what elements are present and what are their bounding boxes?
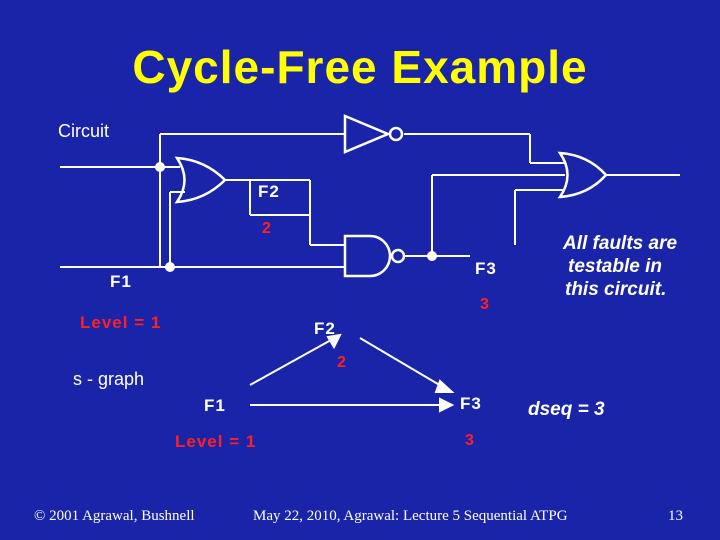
or-gate-2 [560, 153, 606, 197]
sgraph-weight-f3: 3 [465, 432, 474, 449]
sgraph-edges [250, 335, 452, 411]
ff-f1-label: F1 [110, 272, 132, 291]
sgraph-label: s - graph [73, 369, 145, 389]
ff-f3-label: F3 [475, 259, 497, 278]
sgraph-node-f3: F3 [460, 394, 482, 413]
edge-f2-f3 [360, 338, 448, 390]
circuit-label: Circuit [58, 121, 110, 141]
note-line-3: this circuit. [565, 279, 667, 300]
note-line-2: testable in [568, 256, 662, 277]
footer-copyright: © 2001 Agrawal, Bushnell [34, 508, 195, 524]
inverter-gate [345, 116, 402, 152]
junction-dot-1 [155, 162, 165, 172]
junction-dot-3 [427, 251, 437, 261]
slide-title: Cycle-Free Example [132, 41, 588, 93]
ff-f1-level: Level = 1 [80, 313, 162, 332]
footer-lecture: May 22, 2010, Agrawal: Lecture 5 Sequential ATPG [253, 508, 568, 524]
sgraph-node-f2: F2 [314, 319, 336, 338]
junction-dot-2 [165, 262, 175, 272]
sgraph-node-f1: F1 [204, 396, 226, 415]
edge-f1-f2 [250, 335, 340, 385]
or-gate-1 [177, 158, 225, 202]
ff-f2-label: F2 [258, 182, 280, 201]
footer-page-number: 13 [668, 508, 683, 524]
note-line-1: All faults are [563, 233, 678, 254]
ff-f2-depth: 2 [262, 220, 271, 237]
dseq-label: dseq = 3 [528, 399, 605, 420]
sgraph-weight-f2: 2 [337, 354, 346, 371]
ff-f3-depth: 3 [480, 296, 489, 313]
nand-gate [345, 236, 404, 276]
sgraph-f1-level: Level = 1 [175, 432, 257, 451]
